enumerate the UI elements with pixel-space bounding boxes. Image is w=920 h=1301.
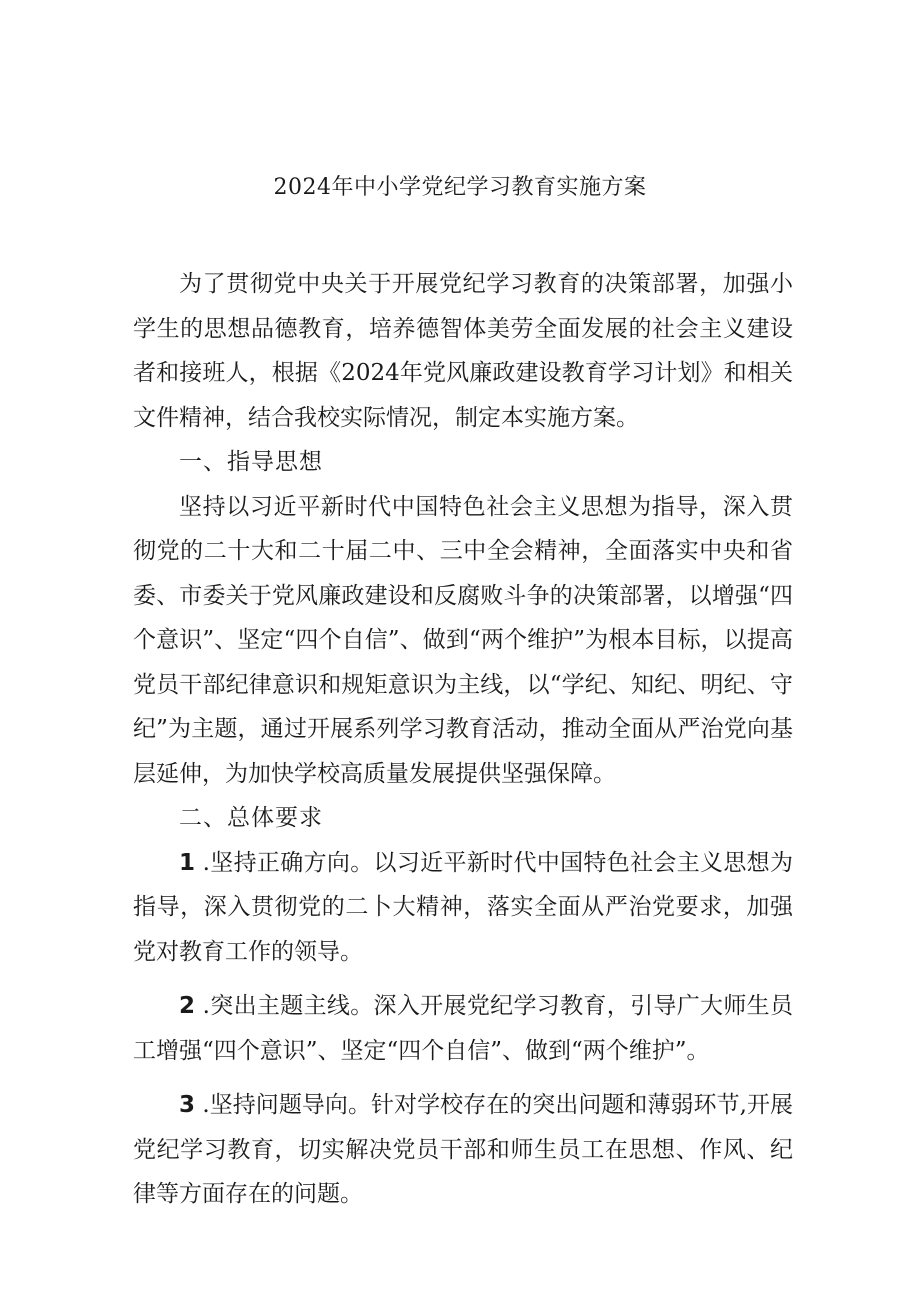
requirement-number: 2	[179, 993, 196, 1019]
requirement-separator: .	[195, 993, 210, 1019]
section-heading-general-requirements: 二、总体要求	[179, 805, 323, 831]
requirement-item-1	[133, 841, 793, 975]
intro-paragraph: 为了贯彻党中央关于开展党纪学习教育的决策部署，加强小学生的思想品德教育，培养德智体美劳全面发展的社会主义建设者和接班人，根据《2024年党风廉政建设教育学习计划》和相关文件精神，结合我校实际情况，制定本实施方案。	[133, 271, 793, 431]
section-heading-guiding-ideology: 一、指导思想	[179, 449, 323, 475]
requirement-number: 3	[179, 1092, 196, 1118]
requirement-text: 突出主题主线。深入开展党纪学习教育，引导广大师生员工增强“四个意识”、坚定“四个自信”、做到“两个维护”。	[133, 993, 794, 1064]
requirement-separator: .	[195, 849, 210, 876]
requirement-item-3	[133, 1083, 793, 1217]
requirement-text: 坚持正确方向。以习近平新时代中国特色社会主义思想为指导，深入贯彻党的二卜大精神，落实全面从严治党要求，加强党对教育工作的领导。	[133, 849, 794, 965]
requirement-separator: .	[195, 1092, 210, 1118]
document-title: 2024年中小学党纪学习教育实施方案	[273, 175, 647, 200]
document-body	[133, 262, 793, 1217]
requirement-item-2	[133, 984, 793, 1073]
requirement-number: 1	[179, 849, 196, 876]
guiding-ideology-paragraph: 坚持以习近平新时代中国特色社会主义思想为指导，深入贯彻党的二十大和二十届二中、三中全会精神，全面落实中央和省委、市委关于党风廉政建设和反腐败斗争的决策部署，以增强“四个意识”、坚定“四个自信”、做到“两个维护”为根本目标，以提高党员干部纪律意识和规矩意识为主线，以“学纪、知纪、明纪、守纪”为主题，通过开展系列学习教育活动，推动全面从严治党向基层延伸，为加快学校高质量发展提供坚强保障。	[133, 493, 793, 787]
requirement-text: 坚持问题导向。针对学校存在的突出问题和薄弱环节,开展党纪学习教育，切实解决党员干部和师生员工在思想、作风、纪律等方面存在的问题。	[133, 1092, 794, 1207]
